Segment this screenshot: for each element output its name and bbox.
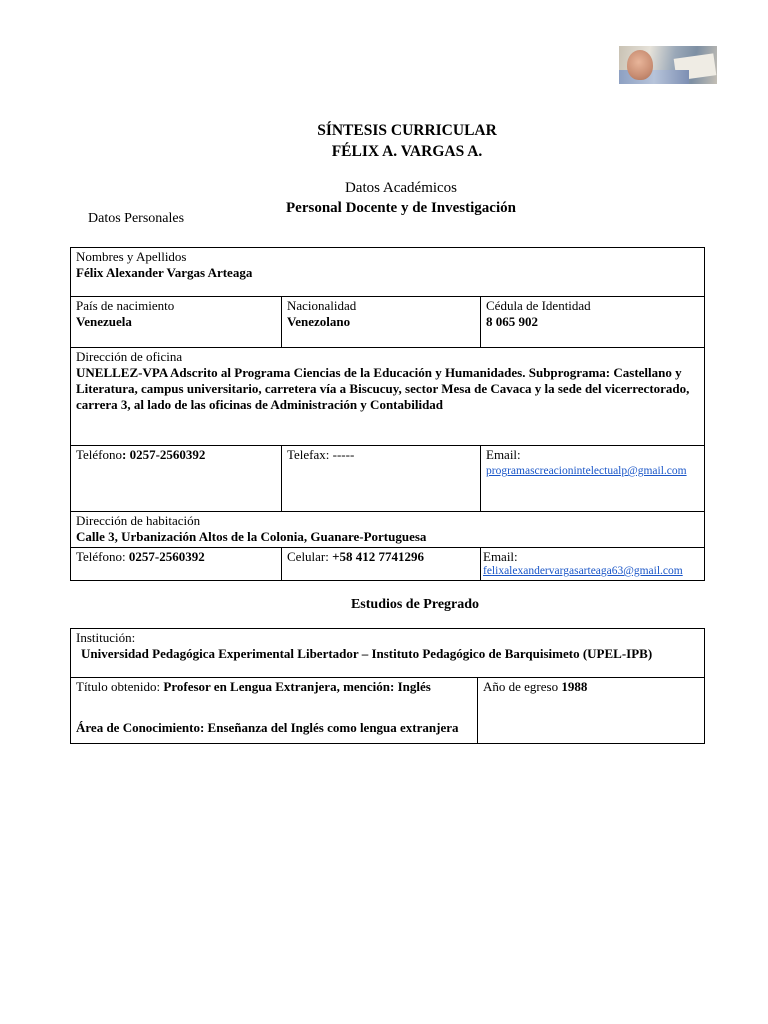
institution-value: Universidad Pedagógica Experimental Libertador – Instituto Pedagógico de Barquisimeto (UPEL-IPB) (81, 646, 653, 661)
institution-label: Institución: (76, 630, 136, 645)
home-phone-cell (71, 548, 282, 581)
graduation-year-label: Año de egreso (483, 679, 562, 694)
id-cell (481, 297, 705, 348)
office-email-cell (481, 446, 705, 512)
personal-data-label: Datos Personales (88, 211, 185, 226)
home-email-cell (481, 548, 705, 581)
document-title: SÍNTESIS CURRICULAR (317, 122, 497, 139)
degree-label: Título obtenido: (76, 679, 164, 694)
birth-country-label: País de nacimiento (76, 298, 175, 313)
birth-country-cell (71, 297, 282, 348)
profile-photo (619, 46, 717, 84)
telefax-cell (282, 446, 481, 512)
home-address-value: Calle 3, Urbanización Altos de la Colonia, Guanare-Portuguesa (76, 529, 427, 544)
id-label: Cédula de Identidad (486, 298, 591, 313)
graduation-year-cell (478, 678, 705, 744)
undergrad-section-title: Estudios de Pregrado (350, 597, 480, 612)
cell-phone-cell (282, 548, 481, 581)
names-label: Nombres y Apellidos (76, 249, 187, 264)
staff-heading: Personal Docente y de Investigación (286, 200, 516, 216)
birth-country-value: Venezuela (76, 314, 132, 329)
office-address-value: UNELLEZ-VPA Adscrito al Programa Ciencias de la Educación y Humanidades. Subprograma: Castellano y Literatura, campus universitario, carretera vía a Biscucuy, sector Mesa de Cavaca y la sede del vicerrectorado, carrera 3, al lado de las oficinas de Administración y Contabilidad (76, 365, 690, 412)
office-phone-value: : 0257-2560392 (122, 447, 206, 462)
knowledge-area: Área de Conocimiento: Enseñanza del Inglés como lengua extranjera (76, 720, 459, 735)
home-email-label: Email: (483, 549, 518, 564)
office-address-label: Dirección de oficina (76, 349, 183, 364)
cell-phone-label: Celular: (287, 549, 333, 564)
institution-cell (71, 629, 705, 678)
names-value: Félix Alexander Vargas Arteaga (76, 265, 253, 280)
graduation-year-value: 1988 (561, 679, 588, 694)
office-phone-cell (71, 446, 282, 512)
undergrad-table (70, 628, 705, 744)
degree-cell (71, 678, 478, 744)
degree-value: Profesor en Lengua Extranjera, mención: Inglés (163, 679, 431, 694)
nationality-cell (282, 297, 481, 348)
office-email-link[interactable]: programascreacionintelectualp@gmail.com (486, 465, 687, 477)
home-email-link[interactable]: felixalexandervargasarteaga63@gmail.com (483, 565, 683, 577)
home-phone-label: Teléfono: (76, 549, 129, 564)
home-phone-value: 0257-2560392 (128, 549, 205, 564)
nationality-value: Venezolano (287, 314, 351, 329)
telefax-label: Telefax: ----- (287, 447, 355, 462)
office-address-cell (71, 348, 705, 446)
cell-phone-value: +58 412 7741296 (332, 549, 425, 564)
nationality-label: Nacionalidad (287, 298, 357, 313)
home-address-label: Dirección de habitación (76, 513, 201, 528)
academic-data-heading: Datos Académicos (344, 180, 458, 196)
id-value: 8 065 902 (486, 314, 538, 329)
person-name-title: FÉLIX A. VARGAS A. (331, 143, 483, 160)
home-address-cell (71, 512, 705, 548)
names-cell (71, 248, 705, 297)
office-phone-label: Teléfono (76, 447, 123, 462)
personal-data-table (70, 247, 705, 581)
office-email-label: Email: (486, 447, 521, 462)
